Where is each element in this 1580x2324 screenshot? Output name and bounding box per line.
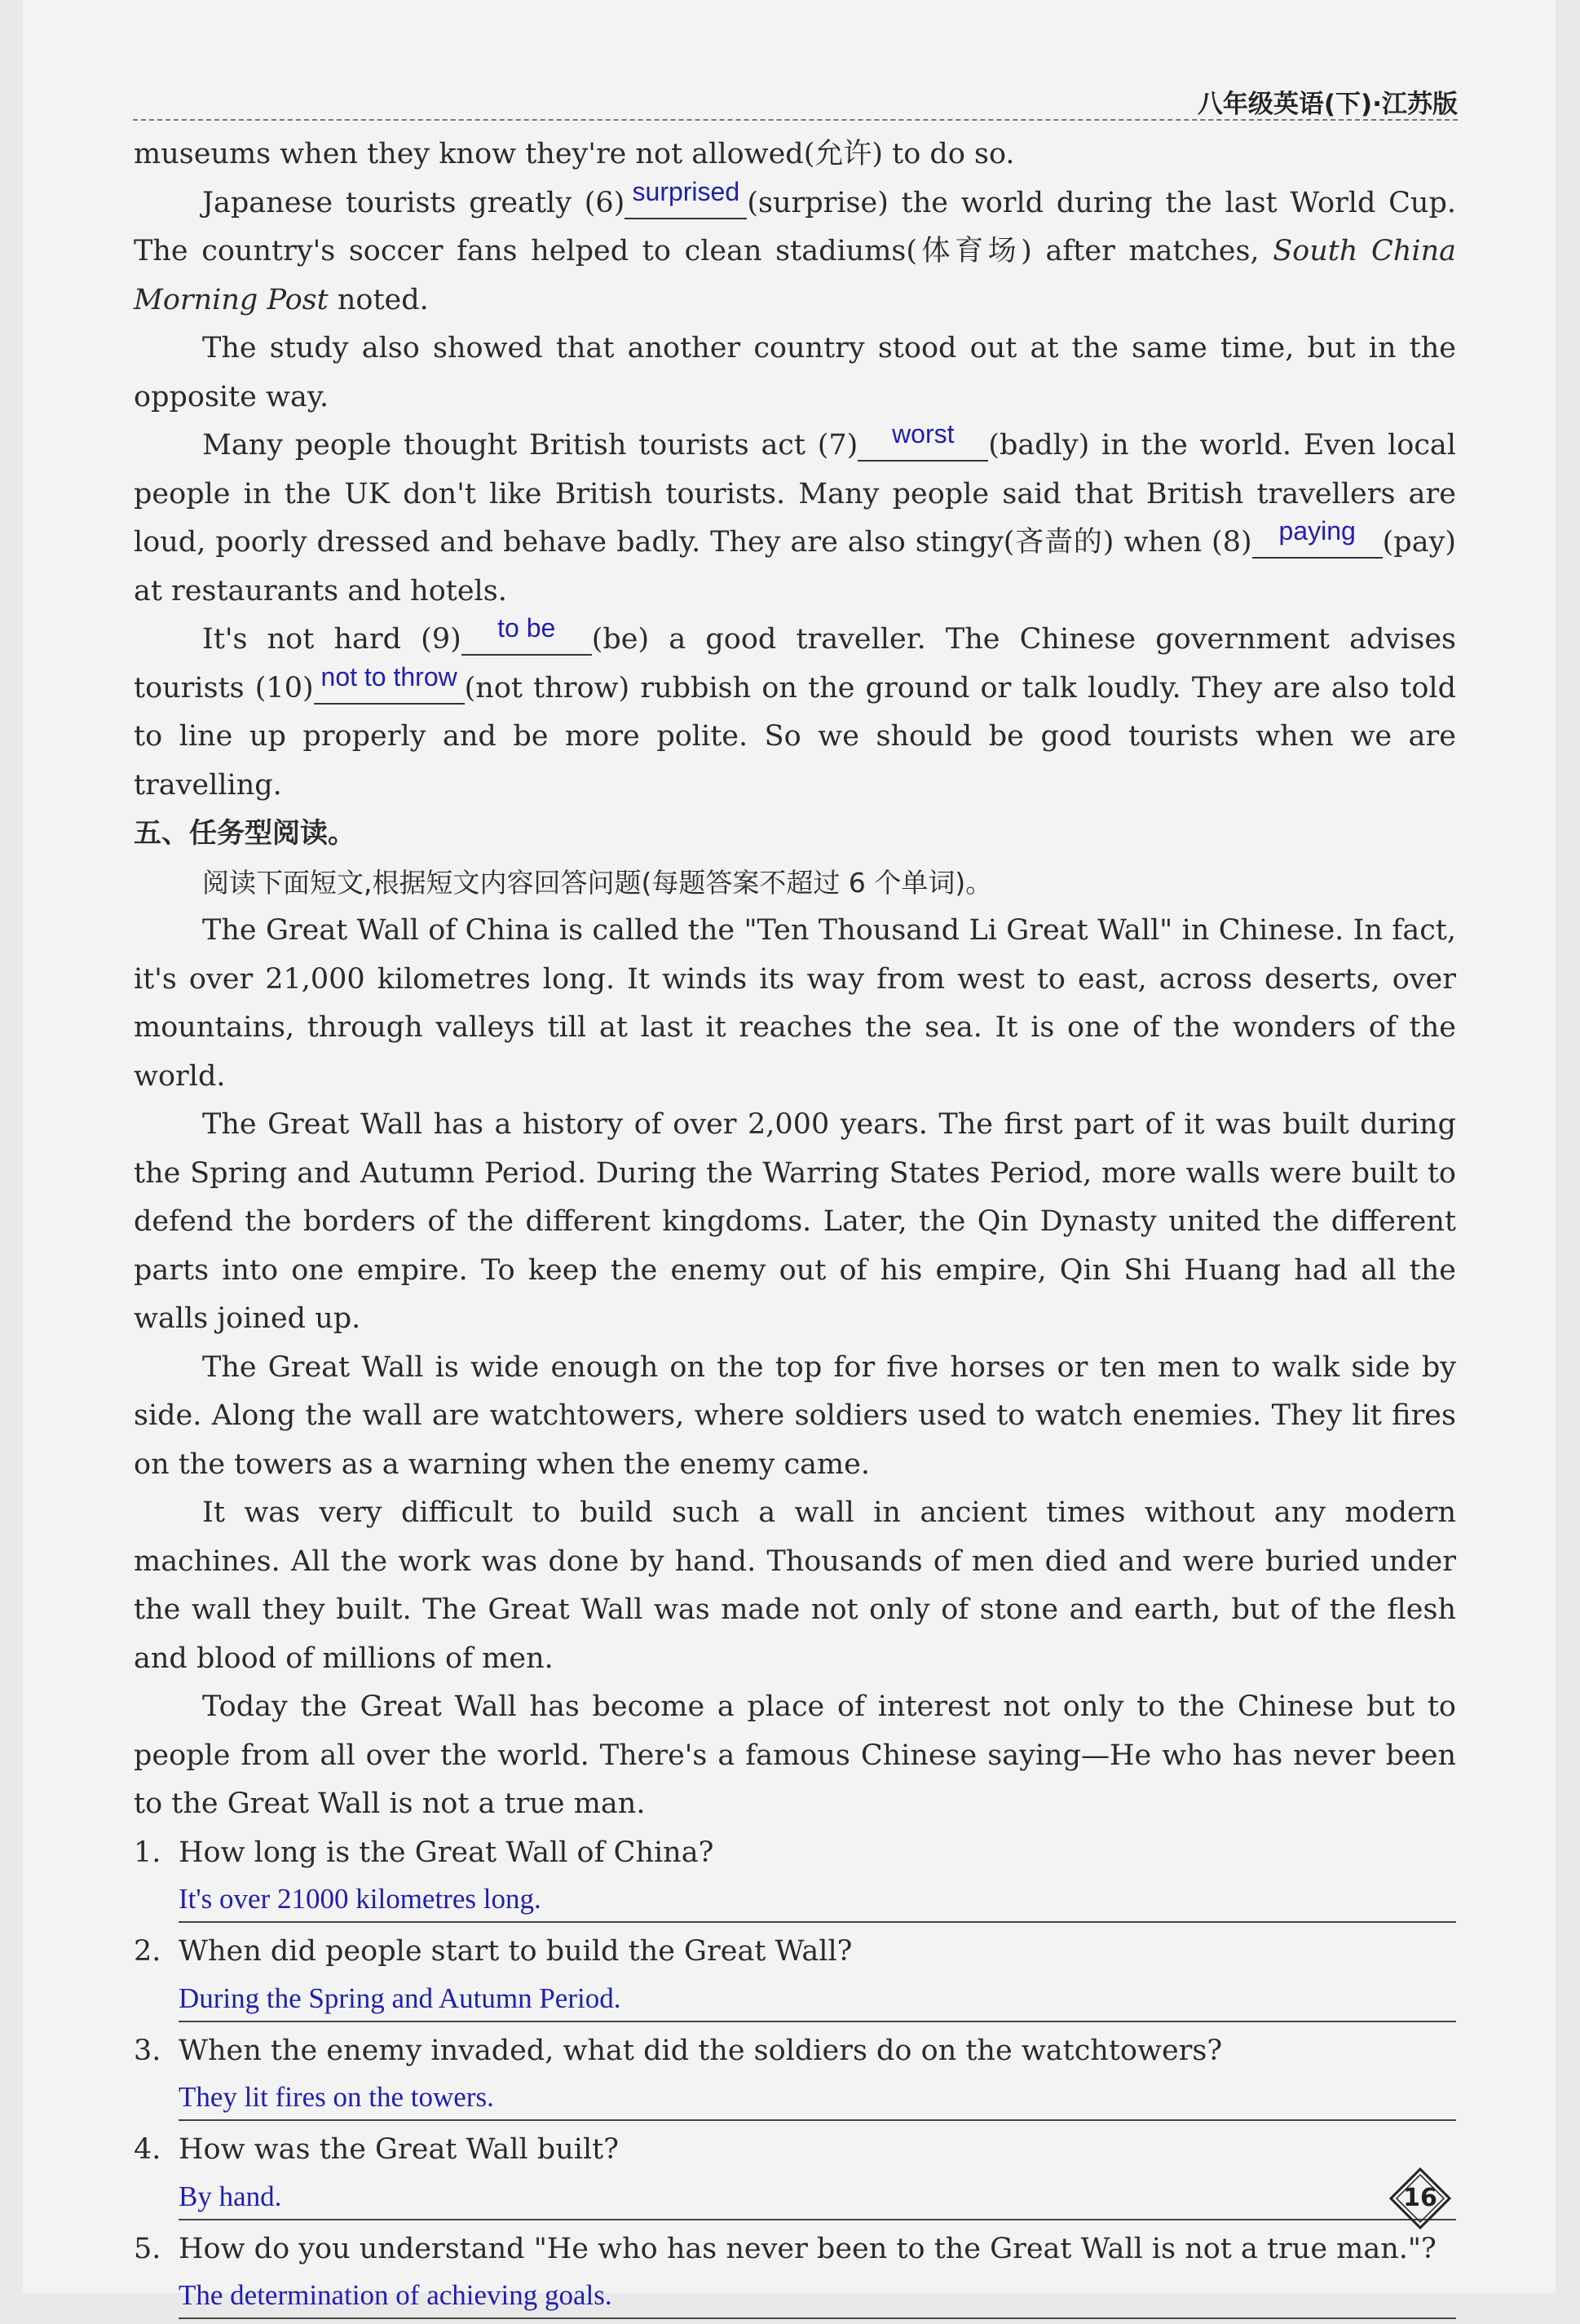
answer-line-1: It's over 21000 kilometres long. (179, 1877, 1456, 1923)
answer-7: worst (892, 419, 955, 448)
question-number: 4. (134, 2133, 161, 2166)
question-number: 2. (134, 1935, 161, 1968)
passage-text: (not throw) rubbish on the ground or talk loudly. They are also told to line up properly and be more polite. So we should be good tourists when we are travelling. (134, 671, 1457, 802)
question-5 (134, 2225, 1456, 2274)
question-3 (134, 2027, 1456, 2076)
question-text: How long is the Great Wall of China? (179, 1836, 714, 1869)
question-text: How was the Great Wall built? (179, 2133, 619, 2166)
passage-paragraph (134, 176, 1457, 325)
blank-7 (858, 419, 988, 462)
question-text: How do you understand "He who has never been to the Great Wall is not a true man."? (179, 2232, 1437, 2265)
page-header (133, 78, 1458, 121)
question-number: 1. (134, 1836, 161, 1869)
section-instruction: 阅读下面短文,根据短文内容回答问题(每题答案不超过 6 个单词)。 (202, 866, 993, 899)
blank-8 (1252, 516, 1383, 559)
passage-text: noted. (337, 283, 429, 316)
reading-paragraph: The Great Wall of China is called the "Ten Thousand Li Great Wall" in Chinese. In fact, it's over 21,000 kilometres long. It winds its way from west to east, across deserts, over mountains, through valleys till at last it reaches the sea. It is one of the wonders of the world. (134, 914, 1456, 1093)
reading-paragraph: It was very difficult to build such a wall in ancient times without any modern machines. All the work was done by hand. Thousands of men died and were buried under the wall they built. The Great Wall was made not only of stone and earth, but of the flesh and blood of millions of men. (134, 1496, 1456, 1675)
passage-line: museums when they know they're not allowed(允许) to do so. (134, 138, 1015, 170)
question-list (134, 1829, 1456, 2320)
passage-text: Many people thought British tourists act (7) (202, 429, 858, 462)
question-text: When the enemy invaded, what did the soldiers do on the watchtowers? (179, 2034, 1223, 2067)
passage-text: Japanese tourists greatly (6) (202, 186, 625, 219)
reading-paragraph: The Great Wall has a history of over 2,000 years. The first part of it was built during the Spring and Autumn Period. During the Warring States Period, more walls were built to defend the borders of the different kingdoms. Later, the Qin Dynasty united the different parts into one empire. To keep the enemy out of his empire, Qin Shi Huang had all the walls joined up. (134, 1108, 1456, 1335)
answer-6: surprised (632, 176, 740, 206)
passage-text: (surprise) the world during the last World Cup. The country's soccer fans helped to clean stadiums(体育场) after matches, (134, 186, 1457, 267)
question-number: 5. (134, 2232, 161, 2265)
passage-paragraph (134, 613, 1457, 810)
answer-8: paying (1278, 516, 1356, 546)
answer-10: not to throw (320, 661, 457, 691)
answer-line-2: During the Spring and Autumn Period. (179, 1977, 1456, 2022)
blank-9 (461, 613, 592, 656)
passage-paragraph: The study also showed that another country stood out at the same time, but in the opposite way. (134, 332, 1456, 413)
passage-text: It's not hard (9) (202, 623, 461, 656)
question-4 (134, 2126, 1456, 2175)
page-sheet (23, 0, 1556, 2311)
question-2 (134, 1928, 1456, 1977)
answer-line-4: By hand. (179, 2175, 1456, 2220)
answer-9: to be (497, 613, 556, 643)
passage-text: (pay) at restaurants and hotels. (134, 526, 1456, 608)
page-number-badge (1389, 2167, 1451, 2229)
question-number: 3. (134, 2034, 161, 2067)
book-title: 八年级英语(下)·江苏版 (1197, 90, 1458, 119)
section-title: 五、任务型阅读。 (134, 817, 355, 850)
reading-paragraph: The Great Wall is wide enough on the top for five horses or ten men to walk side by side. Along the wall are watchtowers, where soldiers used to watch enemies. They lit fires on the towers as a warning when the enemy came. (134, 1350, 1456, 1481)
question-1 (134, 1829, 1456, 1878)
passage-paragraph (134, 419, 1456, 616)
blank-10 (314, 661, 465, 705)
source-name: South China Morning Post (134, 235, 1456, 316)
passage-text: (be) a good traveller. The Chinese government advises tourists (10) (134, 623, 1457, 705)
page-number: 16 (1403, 2184, 1437, 2212)
reading-paragraph: Today the Great Wall has become a place of interest not only to the Chinese but to people from all over the world. There's a famous Chinese saying—He who has never been to the Great Wall is not a true man. (134, 1690, 1456, 1820)
answer-line-3: They lit fires on the towers. (179, 2075, 1456, 2121)
answer-line-5: The determination of achieving goals. (179, 2273, 1456, 2319)
question-text: When did people start to build the Great Wall? (179, 1935, 853, 1968)
page-content (134, 130, 1456, 2324)
blank-6 (624, 176, 747, 219)
passage-text: (badly) in the world. Even local people in the UK don't like British tourists. Many people said that British travellers are loud, poorly dressed and behave badly. They are also stingy(吝啬的) when (8) (134, 429, 1456, 559)
